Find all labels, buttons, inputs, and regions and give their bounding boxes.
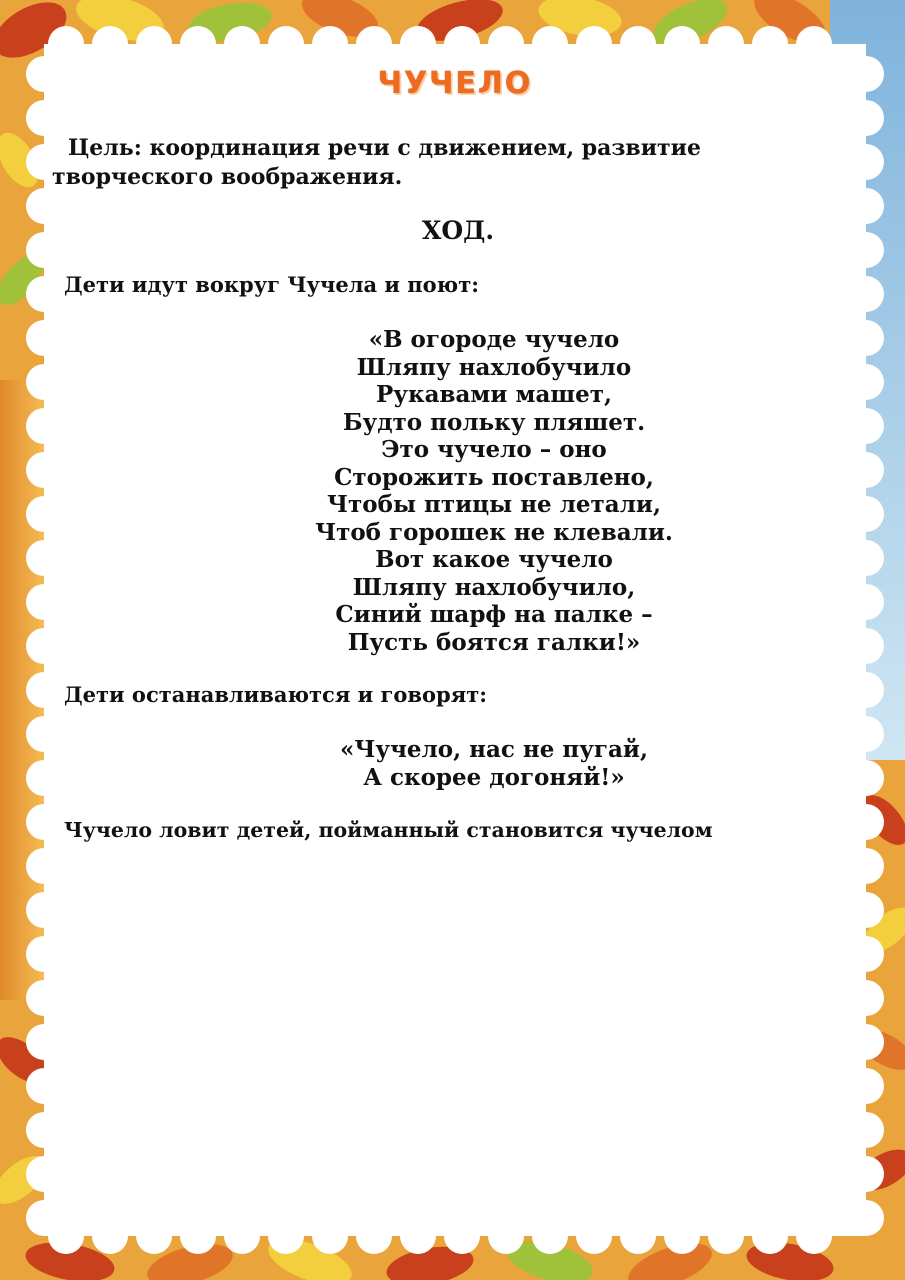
song-verse: [264, 326, 724, 656]
verse-line: Будто польку пляшет.: [342, 408, 646, 436]
verse-line: Шляпу нахлобучило: [356, 353, 632, 381]
section-heading: ХОД.: [422, 216, 495, 245]
verse-line: Синий шарф на палке –: [335, 601, 653, 628]
verse-line: Вот какое чучело: [375, 546, 613, 573]
document-content: [44, 44, 866, 1236]
goal-line-2: творческого воображения.: [52, 164, 403, 190]
intro-text: Дети идут вокруг Чучела и поют:: [64, 272, 479, 297]
goal-paragraph: [52, 134, 812, 192]
verse-line: Сторожить поставлено,: [334, 463, 654, 491]
chant-verse: [264, 736, 724, 791]
verse-line: Чтобы птицы не летали,: [327, 491, 661, 518]
document-title: ЧУЧЕЛО: [377, 66, 533, 101]
stop-text: Дети останавливаются и говорят:: [64, 682, 487, 707]
outro-text: Чучело ловит детей, пойманный становится чучелом: [64, 818, 713, 842]
verse-line: «В огороде чучело: [368, 326, 620, 353]
verse-line: Шляпу нахлобучило,: [352, 573, 636, 601]
goal-line-1: Цель: координация речи с движением, развитие: [68, 135, 701, 161]
verse-line: Пусть боятся галки!»: [347, 628, 641, 656]
verse-line: А скорее догоняй!»: [363, 763, 625, 791]
verse-line: Рукавами машет,: [376, 381, 612, 408]
verse-line: Чтоб горошек не клевали.: [315, 518, 673, 546]
verse-line: Это чучело – оно: [381, 436, 607, 463]
verse-line: «Чучело, нас не пугай,: [340, 736, 648, 763]
